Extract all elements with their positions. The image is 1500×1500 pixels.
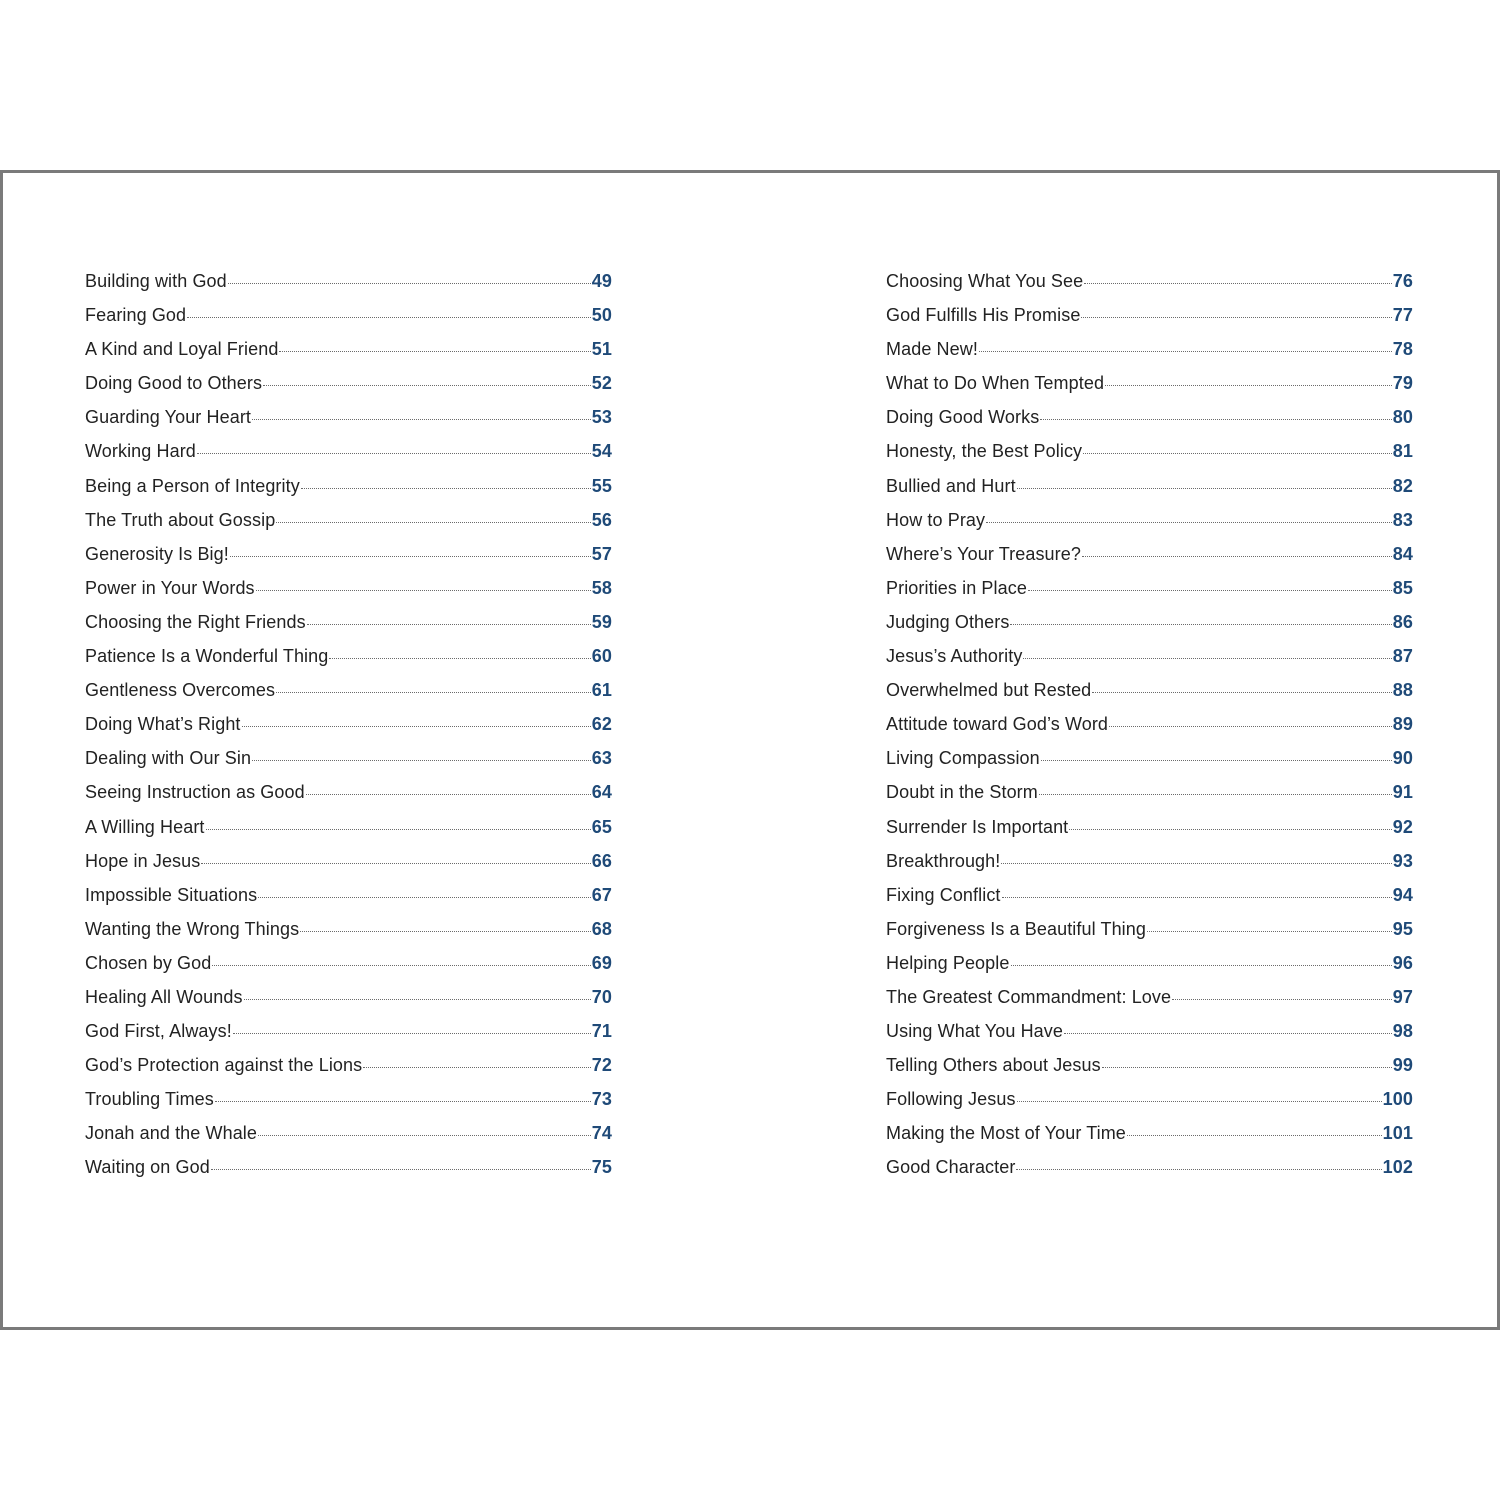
toc-entry-title: Making the Most of Your Time [886, 1123, 1126, 1144]
toc-entry-page-number: 71 [591, 1021, 612, 1042]
toc-entry-page-number: 55 [591, 475, 612, 496]
dot-leader [1127, 1135, 1382, 1136]
dot-leader [212, 965, 590, 966]
toc-entry-page-number: 51 [591, 339, 612, 360]
toc-entry-title: Hope in Jesus [85, 850, 201, 871]
toc-entry [85, 407, 612, 441]
toc-entry-title: Troubling Times [85, 1089, 214, 1110]
toc-entry [886, 1021, 1413, 1055]
toc-entry [85, 680, 612, 714]
dot-leader [187, 317, 591, 318]
toc-entry [85, 1089, 612, 1123]
toc-entry-title: Being a Person of Integrity [85, 475, 300, 496]
toc-entry-title: God’s Protection against the Lions [85, 1055, 363, 1076]
toc-entry [85, 817, 612, 851]
dot-leader [1064, 1033, 1392, 1034]
dot-leader [230, 556, 591, 557]
dot-leader [1092, 692, 1391, 693]
toc-entry-title: Chosen by God [85, 952, 212, 973]
toc-entry [886, 851, 1413, 885]
toc-entry [85, 987, 612, 1021]
dot-leader [363, 1067, 591, 1068]
toc-entry-title: Choosing the Right Friends [85, 611, 306, 632]
toc-entry [85, 510, 612, 544]
dot-leader [986, 522, 1392, 523]
toc-entry-title: Gentleness Overcomes [85, 680, 276, 701]
toc-entry-title: The Truth about Gossip [85, 509, 276, 530]
toc-entry-title: Doing What’s Right [85, 714, 241, 735]
dot-leader [1081, 317, 1391, 318]
dot-leader [1028, 590, 1392, 591]
toc-entry-title: A Willing Heart [85, 816, 205, 837]
dot-leader [306, 794, 591, 795]
toc-entry-page-number: 74 [591, 1123, 612, 1144]
dot-leader [276, 522, 590, 523]
toc-entry [886, 646, 1413, 680]
toc-entry [886, 476, 1413, 510]
toc-entry-page-number: 87 [1392, 646, 1413, 667]
toc-entry-page-number: 78 [1392, 339, 1413, 360]
toc-entry-title: Building with God [85, 271, 227, 291]
dot-leader [1147, 931, 1392, 932]
toc-entry-page-number: 53 [591, 407, 612, 428]
toc-entry-title: Doing Good to Others [85, 373, 263, 394]
dot-leader [1023, 658, 1391, 659]
toc-entry-page-number: 70 [591, 986, 612, 1007]
toc-entry [886, 953, 1413, 987]
toc-entry-title: Jonah and the Whale [85, 1123, 258, 1144]
toc-entry [886, 271, 1413, 305]
toc-entry [886, 407, 1413, 441]
toc-entry-page-number: 73 [591, 1089, 612, 1110]
dot-leader [233, 1033, 591, 1034]
toc-entry-title: Patience Is a Wonderful Thing [85, 646, 329, 667]
toc-entry-title: Living Compassion [886, 748, 1040, 769]
dot-leader [1001, 863, 1391, 864]
toc-entry [85, 544, 612, 578]
toc-entry-title: Priorities in Place [886, 577, 1027, 598]
dot-leader [242, 726, 591, 727]
toc-left-column [85, 271, 612, 1192]
toc-entry-title: God First, Always! [85, 1021, 232, 1042]
dot-leader [1017, 1101, 1382, 1102]
toc-entry-page-number: 81 [1392, 441, 1413, 462]
toc-entry [886, 1123, 1413, 1157]
toc-entry [886, 1055, 1413, 1089]
toc-entry-title: Attitude toward God’s Word [886, 714, 1109, 735]
toc-entry-page-number: 99 [1392, 1055, 1413, 1076]
dot-leader [215, 1101, 591, 1102]
toc-entry-page-number: 82 [1392, 475, 1413, 496]
toc-entry-page-number: 57 [591, 543, 612, 564]
toc-entry-title: Power in Your Words [85, 577, 255, 598]
dot-leader [228, 283, 591, 284]
toc-entry-page-number: 68 [591, 918, 612, 939]
toc-entry-page-number: 98 [1392, 1021, 1413, 1042]
toc-entry-title: Using What You Have [886, 1021, 1064, 1042]
dot-leader [276, 692, 591, 693]
toc-entry-title: What to Do When Tempted [886, 373, 1105, 394]
toc-entry [886, 680, 1413, 714]
dot-leader [1040, 419, 1391, 420]
toc-entry-page-number: 49 [591, 271, 612, 291]
toc-entry [886, 339, 1413, 373]
toc-entry [886, 1157, 1413, 1191]
toc-entry [85, 1157, 612, 1191]
toc-entry-page-number: 86 [1392, 611, 1413, 632]
toc-entry [85, 578, 612, 612]
toc-entry-title: Breakthrough! [886, 850, 1001, 871]
toc-entry-page-number: 101 [1382, 1123, 1413, 1144]
toc-entry-page-number: 85 [1392, 577, 1413, 598]
toc-entry-title: God Fulfills His Promise [886, 305, 1081, 326]
toc-entry-page-number: 84 [1392, 543, 1413, 564]
dot-leader [307, 624, 591, 625]
toc-entry-page-number: 100 [1382, 1089, 1413, 1110]
toc-entry-page-number: 79 [1392, 373, 1413, 394]
toc-entry-page-number: 88 [1392, 680, 1413, 701]
toc-entry-page-number: 91 [1392, 782, 1413, 803]
dot-leader [1011, 965, 1392, 966]
toc-entry-title: Working Hard [85, 441, 196, 462]
toc-entry-page-number: 59 [591, 611, 612, 632]
dot-leader [979, 351, 1392, 352]
dot-leader [1002, 897, 1392, 898]
toc-entry-title: The Greatest Commandment: Love [886, 986, 1172, 1007]
toc-entry [85, 441, 612, 475]
toc-entry [85, 646, 612, 680]
toc-entry [85, 1055, 612, 1089]
toc-entry-page-number: 95 [1392, 918, 1413, 939]
toc-entry-page-number: 96 [1392, 952, 1413, 973]
toc-entry-page-number: 66 [591, 850, 612, 871]
toc-entry-title: Generosity Is Big! [85, 543, 229, 564]
toc-entry-title: Made New! [886, 339, 978, 360]
toc-entry [886, 578, 1413, 612]
dot-leader [206, 829, 591, 830]
toc-entry-page-number: 102 [1382, 1157, 1413, 1178]
dot-leader [300, 931, 591, 932]
dot-leader [1039, 794, 1392, 795]
toc-entry [886, 544, 1413, 578]
toc-entry-title: Overwhelmed but Rested [886, 680, 1092, 701]
toc-entry-page-number: 50 [591, 305, 612, 326]
dot-leader [258, 897, 591, 898]
toc-entry-page-number: 93 [1392, 850, 1413, 871]
toc-entry-title: Forgiveness Is a Beautiful Thing [886, 918, 1147, 939]
toc-entry-title: Following Jesus [886, 1089, 1016, 1110]
toc-entry [886, 748, 1413, 782]
dot-leader [197, 453, 591, 454]
dot-leader [1084, 283, 1392, 284]
toc-entry [886, 441, 1413, 475]
dot-leader [1105, 385, 1392, 386]
dot-leader [256, 590, 591, 591]
toc-entry-title: Choosing What You See [886, 271, 1084, 291]
toc-entry-page-number: 83 [1392, 509, 1413, 530]
toc-entry-title: Impossible Situations [85, 884, 258, 905]
dot-leader [1017, 488, 1392, 489]
toc-entry-page-number: 52 [591, 373, 612, 394]
toc-entry-page-number: 65 [591, 816, 612, 837]
toc-entry-title: Helping People [886, 952, 1010, 973]
toc-entry-page-number: 94 [1392, 884, 1413, 905]
dot-leader [1082, 556, 1392, 557]
toc-entry-title: Waiting on God [85, 1157, 210, 1178]
toc-entry [886, 373, 1413, 407]
toc-entry-page-number: 69 [591, 952, 612, 973]
toc-entry-page-number: 54 [591, 441, 612, 462]
dot-leader [244, 999, 591, 1000]
toc-entry-title: Guarding Your Heart [85, 407, 252, 428]
dot-leader [252, 760, 591, 761]
toc-entry-title: Telling Others about Jesus [886, 1055, 1101, 1076]
toc-entry-title: Dealing with Our Sin [85, 748, 252, 769]
toc-entry [886, 1089, 1413, 1123]
dot-leader [1109, 726, 1392, 727]
toc-entry [85, 476, 612, 510]
toc-entry [85, 1021, 612, 1055]
dot-leader [211, 1169, 591, 1170]
toc-entry [85, 612, 612, 646]
dot-leader [329, 658, 590, 659]
toc-entry [85, 1123, 612, 1157]
dot-leader [258, 1135, 591, 1136]
toc-entry [886, 919, 1413, 953]
toc-entry-page-number: 90 [1392, 748, 1413, 769]
toc-entry-title: Surrender Is Important [886, 816, 1069, 837]
toc-entry-title: Judging Others [886, 611, 1010, 632]
dot-leader [252, 419, 591, 420]
toc-entry-page-number: 97 [1392, 986, 1413, 1007]
toc-entry-page-number: 62 [591, 714, 612, 735]
toc-entry-page-number: 80 [1392, 407, 1413, 428]
dot-leader [1010, 624, 1391, 625]
dot-leader [201, 863, 590, 864]
toc-entry-page-number: 92 [1392, 816, 1413, 837]
toc-entry [85, 714, 612, 748]
toc-entry-title: Wanting the Wrong Things [85, 918, 300, 939]
dot-leader [1016, 1169, 1381, 1170]
toc-entry-page-number: 64 [591, 782, 612, 803]
toc-entry [85, 271, 612, 305]
toc-entry-title: Honesty, the Best Policy [886, 441, 1083, 462]
toc-entry [886, 885, 1413, 919]
book-spread [0, 170, 1500, 1330]
dot-leader [263, 385, 591, 386]
toc-entry-page-number: 56 [591, 509, 612, 530]
toc-entry-title: Healing All Wounds [85, 986, 243, 1007]
toc-entry-title: Where’s Your Treasure? [886, 543, 1081, 564]
toc-entry-page-number: 89 [1392, 714, 1413, 735]
toc-entry-page-number: 72 [591, 1055, 612, 1076]
toc-entry [85, 339, 612, 373]
toc-entry [85, 885, 612, 919]
toc-entry-title: Fearing God [85, 305, 187, 326]
toc-entry [85, 953, 612, 987]
toc-entry-title: How to Pray [886, 509, 986, 530]
toc-entry [886, 510, 1413, 544]
dot-leader [1172, 999, 1392, 1000]
toc-entry-title: Jesus’s Authority [886, 646, 1023, 667]
toc-entry-title: Good Character [886, 1157, 1016, 1178]
toc-entry-title: Fixing Conflict [886, 884, 1001, 905]
toc-entry-page-number: 58 [591, 577, 612, 598]
dot-leader [1102, 1067, 1392, 1068]
toc-entry-title: Doubt in the Storm [886, 782, 1038, 803]
toc-entry [886, 987, 1413, 1021]
toc-right-column [886, 271, 1413, 1192]
toc-entry-title: Seeing Instruction as Good [85, 782, 305, 803]
dot-leader [279, 351, 590, 352]
toc-entry-page-number: 67 [591, 884, 612, 905]
dot-leader [1069, 829, 1391, 830]
toc-entry [886, 612, 1413, 646]
toc-entry-page-number: 60 [591, 646, 612, 667]
toc-entry [85, 851, 612, 885]
toc-entry-page-number: 77 [1392, 305, 1413, 326]
toc-entry [85, 919, 612, 953]
toc-entry [886, 305, 1413, 339]
toc-entry-page-number: 61 [591, 680, 612, 701]
dot-leader [301, 488, 591, 489]
toc-entry-page-number: 75 [591, 1157, 612, 1178]
toc-entry-title: A Kind and Loyal Friend [85, 339, 279, 360]
dot-leader [1083, 453, 1392, 454]
toc-entry-title: Doing Good Works [886, 407, 1040, 428]
toc-entry-page-number: 63 [591, 748, 612, 769]
toc-entry [886, 714, 1413, 748]
toc-entry [85, 373, 612, 407]
toc-entry-title: Bullied and Hurt [886, 475, 1016, 496]
dot-leader [1041, 760, 1392, 761]
toc-entry [886, 817, 1413, 851]
toc-entry-page-number: 76 [1392, 271, 1413, 291]
toc-entry [85, 305, 612, 339]
toc-entry [85, 748, 612, 782]
toc-entry [85, 782, 612, 816]
toc-entry [886, 782, 1413, 816]
